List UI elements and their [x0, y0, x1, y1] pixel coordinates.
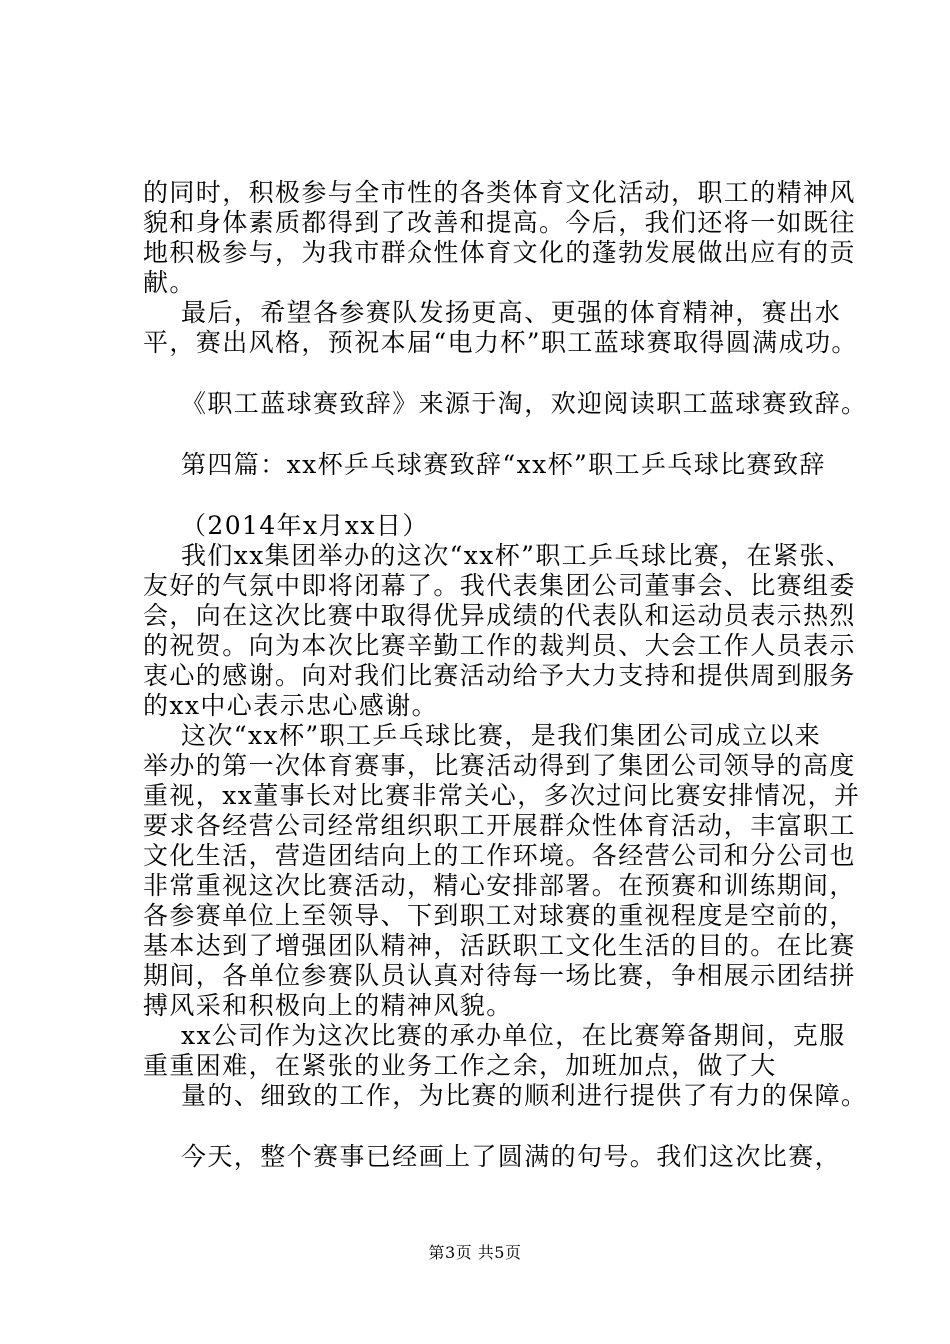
body-line: 举办的第一次体育赛事，比赛活动得到了集团公司领导的高度 — [143, 751, 856, 780]
body-line: 我们xx集团举办的这次“xx杯”职工乒乓球比赛，在紧张、 — [181, 541, 853, 570]
body-line: 搏风采和积极向上的精神风貌。 — [143, 991, 513, 1020]
body-line: 非常重视这次比赛活动，精心安排部署。在预赛和训练期间， — [143, 871, 856, 900]
date-line: （2014年x月xx日） — [181, 511, 429, 540]
body-line: 重重困难，在紧张的业务工作之余，加班加点，做了大 — [143, 1051, 777, 1080]
body-line: 这次“xx杯”职工乒乓球比赛，是我们集团公司成立以来 — [181, 721, 822, 750]
body-line: 地积极参与，为我市群众性体育文化的蓬勃发展做出应有的贡 — [143, 238, 856, 267]
body-line: 重视，xx董事长对比赛非常关心，多次过问比赛安排情况，并 — [143, 781, 861, 810]
body-line: 各参赛单位上至领导、下到职工对球赛的重视程度是空前的， — [143, 901, 856, 930]
body-line: 基本达到了增强团队精神，活跃职工文化生活的目的。在比赛 — [143, 931, 856, 960]
page-footer: 第3页 共5页 — [428, 1243, 522, 1262]
source-note-line: 《职工蓝球赛致辞》来源于淘，欢迎阅读职工蓝球赛致辞。 — [181, 389, 868, 418]
body-line: 献。 — [143, 268, 196, 297]
body-line: 貌和身体素质都得到了改善和提高。今后，我们还将一如既往 — [143, 208, 856, 237]
body-line: 期间，各单位参赛队员认真对待每一场比赛，争相展示团结拼 — [143, 961, 856, 990]
body-line: 会，向在这次比赛中取得优异成绩的代表队和运动员表示热烈 — [143, 601, 856, 630]
body-line: 平，赛出风格，预祝本届“电力杯”职工蓝球赛取得圆满成功。 — [143, 328, 858, 357]
section-heading: 第四篇：xx杯乒乓球赛致辞“xx杯”职工乒乓球比赛致辞 — [181, 450, 826, 479]
body-line: xx公司作为这次比赛的承办单位，在比赛筹备期间，克服 — [181, 1021, 846, 1050]
body-line: 要求各经营公司经常组织职工开展群众性体育活动，丰富职工 — [143, 811, 856, 840]
body-line: 最后，希望各参赛队发扬更高、更强的体育精神，赛出水 — [181, 298, 842, 327]
body-line: 今天，整个赛事已经画上了圆满的句号。我们这次比赛， — [181, 1142, 842, 1171]
body-line: 衷心的感谢。向对我们比赛活动给予大力支持和提供周到服务 — [143, 661, 856, 690]
body-line: 友好的气氛中即将闭幕了。我代表集团公司董事会、比赛组委 — [143, 571, 856, 600]
body-line: 的祝贺。向为本次比赛辛勤工作的裁判员、大会工作人员表示 — [143, 631, 856, 660]
body-line: 文化生活，营造团结向上的工作环境。各经营公司和分公司也 — [143, 841, 856, 870]
body-line: 的xx中心表示忠心感谢。 — [143, 691, 438, 720]
body-line: 的同时，积极参与全市性的各类体育文化活动，职工的精神风 — [143, 178, 856, 207]
body-line: 量的、细致的工作，为比赛的顺利进行提供了有力的保障。 — [181, 1081, 868, 1110]
